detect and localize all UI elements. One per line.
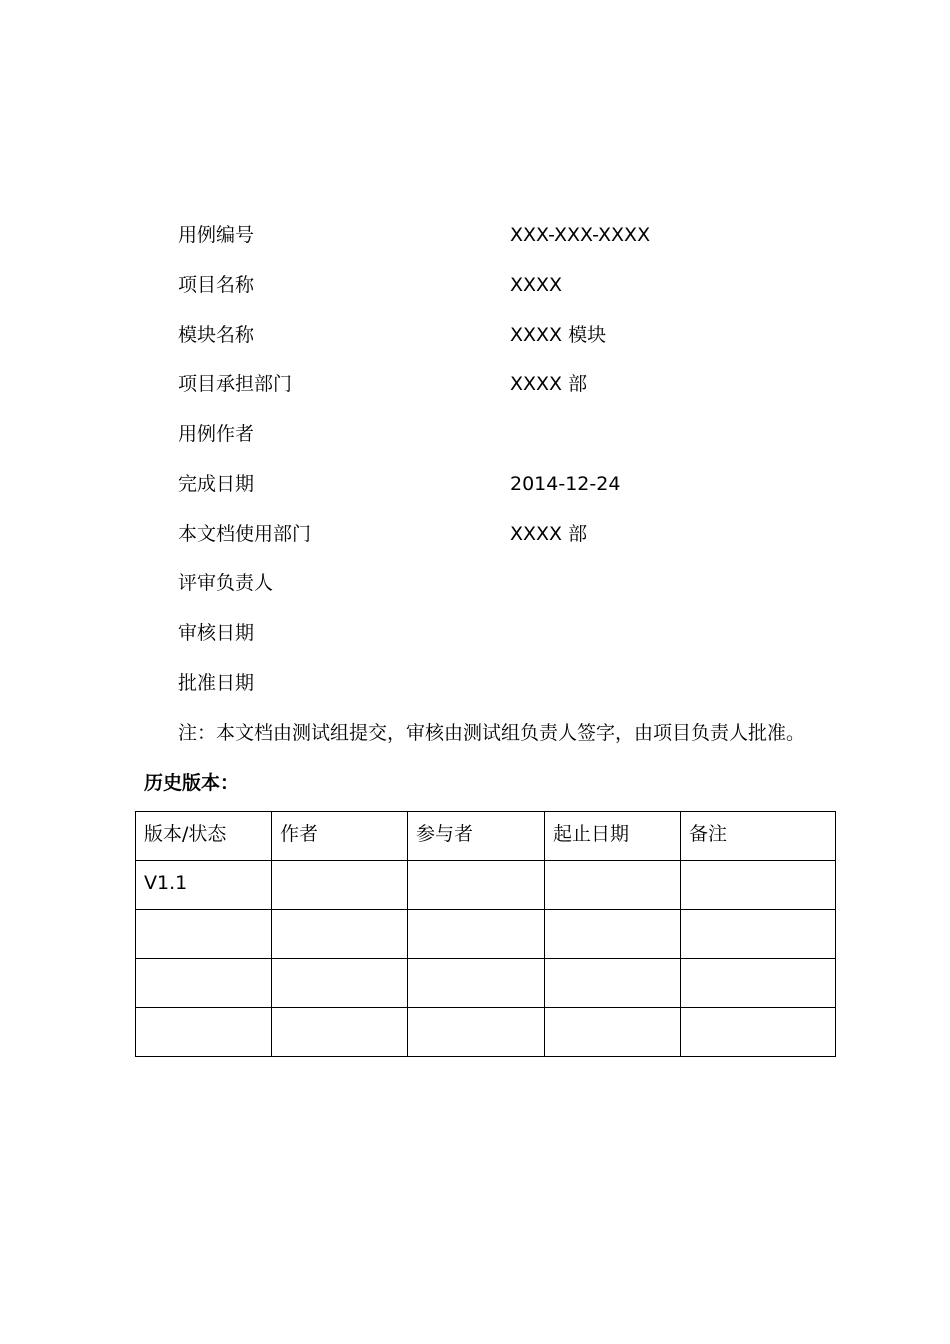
- info-label: 本文档使用部门: [178, 523, 312, 545]
- cell-text: [553, 1008, 680, 1017]
- header-label: 参与者: [416, 823, 474, 845]
- header-cell-author: [272, 812, 408, 861]
- table-cell: [545, 1008, 681, 1057]
- cell-text: V1.1: [144, 872, 188, 894]
- cell-text: [689, 959, 835, 968]
- cell-text: [144, 959, 271, 968]
- cell-text: [553, 861, 680, 870]
- cell-text: [553, 910, 680, 919]
- info-row-module-name: [0, 322, 950, 372]
- header-label: 起止日期: [553, 823, 630, 845]
- cell-text: [144, 910, 271, 919]
- info-row-case-number: [0, 222, 950, 272]
- table-cell: [136, 1008, 272, 1057]
- table-cell: [272, 861, 408, 910]
- header-label: 版本/状态: [144, 823, 227, 845]
- history-section-title: 历史版本：: [144, 772, 240, 794]
- info-row-project-name: [0, 272, 950, 322]
- version-history-table: [135, 811, 836, 1057]
- table-cell: [136, 959, 272, 1008]
- table-cell: [681, 1008, 836, 1057]
- info-label: 模块名称: [178, 324, 255, 346]
- cell-text: [416, 1008, 544, 1017]
- info-label: 用例编号: [178, 224, 255, 246]
- header-cell-participants: [408, 812, 545, 861]
- table-cell: [681, 861, 836, 910]
- table-cell: [136, 910, 272, 959]
- info-value: XXX-XXX-XXXX: [510, 224, 651, 246]
- info-row-completion-date: [0, 471, 950, 521]
- info-label: 用例作者: [178, 423, 255, 445]
- info-row-using-department: [0, 521, 950, 571]
- table-cell: [545, 910, 681, 959]
- table-row: [136, 910, 836, 959]
- info-value: 2014-12-24: [510, 473, 621, 495]
- table-row: [136, 861, 836, 910]
- table-cell: [136, 861, 272, 910]
- table-cell: [408, 959, 545, 1008]
- info-label: 完成日期: [178, 473, 255, 495]
- table-cell: [545, 861, 681, 910]
- info-row-case-author: [0, 421, 950, 471]
- info-row-reviewer: [0, 570, 950, 620]
- cell-text: [689, 1008, 835, 1017]
- table-cell: [272, 1008, 408, 1057]
- info-label: 评审负责人: [178, 572, 274, 594]
- header-label: 备注: [689, 823, 728, 845]
- table-cell: [272, 959, 408, 1008]
- table-cell: [272, 910, 408, 959]
- info-value: XXXX 部: [510, 523, 588, 545]
- info-value: XXXX 模块: [510, 324, 607, 346]
- info-value: XXXX 部: [510, 373, 588, 395]
- cell-text: [416, 910, 544, 919]
- table-cell: [545, 959, 681, 1008]
- approval-note: 注：本文档由测试组提交，审核由测试组负责人签字，由项目负责人批准。: [178, 722, 806, 744]
- info-label: 项目名称: [178, 274, 255, 296]
- info-row-approval-date: [0, 670, 950, 720]
- table-row: [136, 959, 836, 1008]
- table-cell: [681, 910, 836, 959]
- cell-text: [553, 959, 680, 968]
- table-header-row: [136, 812, 836, 861]
- cell-text: [280, 959, 407, 968]
- header-cell-version: [136, 812, 272, 861]
- table-cell: [681, 959, 836, 1008]
- info-label: 审核日期: [178, 622, 255, 644]
- table-row: [136, 1008, 836, 1057]
- cell-text: [280, 910, 407, 919]
- table-cell: [408, 1008, 545, 1057]
- cell-text: [280, 861, 407, 870]
- table-cell: [408, 861, 545, 910]
- cell-text: [144, 1008, 271, 1017]
- info-row-project-department: [0, 371, 950, 421]
- cell-text: [416, 861, 544, 870]
- header-cell-date-range: [545, 812, 681, 861]
- cell-text: [689, 910, 835, 919]
- info-value: XXXX: [510, 274, 563, 296]
- cell-text: [416, 959, 544, 968]
- info-label: 批准日期: [178, 672, 255, 694]
- header-label: 作者: [280, 823, 319, 845]
- cell-text: [280, 1008, 407, 1017]
- info-label: 项目承担部门: [178, 373, 293, 395]
- header-cell-remarks: [681, 812, 836, 861]
- info-row-review-date: [0, 620, 950, 670]
- table-cell: [408, 910, 545, 959]
- cell-text: [689, 861, 835, 870]
